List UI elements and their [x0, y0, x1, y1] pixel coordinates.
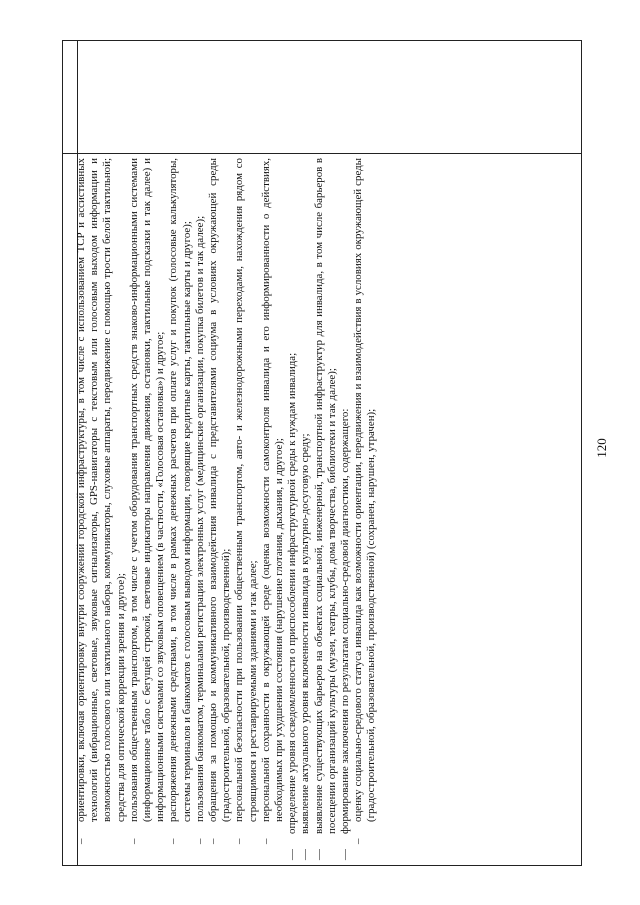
list-item-text: пользования банкоматом, терминалами регистрации электронных услуг (медицинские организации, покупка билетов и так далее); — [193, 215, 206, 822]
table-cell-content — [75, 158, 571, 860]
list-item-text: пользования общественным транспортом, в том числе с учетом оборудования транспортных средств знаково-информационными системами (информационное табло с бегущей строкой, световые индикаторы направления движения, остановки, тактильные подсказки и так далее) и информационными системами со звуковым оповещением (в частности, «Голосовая остановка») и другое; — [127, 158, 167, 822]
list-item-text: распоряжения денежными средствами, в том числе в рамках денежных расчетов при оплате услуг и покупок (голосовые калькуляторы, системы терминалов и банкоматов с голосовым выводом информации, говорящие кредитные карты, тактильные карты и другое); — [167, 158, 193, 822]
list-dash: – — [352, 838, 365, 844]
list-item — [286, 158, 299, 860]
list-dash: – — [207, 838, 220, 844]
list-item — [260, 158, 286, 860]
list-item-text: выявление актуального уровня включенности инвалида в культурно-досуговую среду; — [299, 433, 312, 834]
list-item — [207, 158, 233, 860]
list-dash: – — [233, 838, 246, 844]
list-item — [352, 158, 378, 860]
list-item-text: формирование заключения по результатам социально-средовой диагностики, содержащего: — [339, 408, 352, 834]
list-dash: — — [299, 849, 312, 860]
list-dash: – — [127, 838, 140, 844]
list-dash: — — [312, 849, 325, 860]
list-item — [128, 158, 168, 860]
list-item — [313, 158, 339, 860]
list-item — [233, 158, 259, 860]
row-divider — [63, 153, 581, 154]
list-item-text: определение уровня осведомленности о приспособлении инфраструктурной среды к нуждам инвалида; — [286, 352, 299, 834]
list-item-text: выявление существующих барьеров на объектах социальной, инженерной, транспортной инфраструктур для инвалида, в том числе барьеров в посещении организаций культуры (музеи, театры, клубы, дома творчества, библиотеки и так далее); — [312, 158, 338, 834]
list-dash: — — [286, 849, 299, 860]
list-item — [194, 158, 207, 860]
list-item — [299, 158, 312, 860]
list-dash: — — [339, 849, 352, 860]
list-item — [75, 158, 128, 860]
table-frame — [62, 40, 582, 866]
list-item — [339, 158, 352, 860]
list-item — [167, 158, 193, 860]
list-dash: – — [259, 838, 272, 844]
list-item-text: ориентировки, включая ориентировку внутри сооружений городской инфраструктуры, в том числе с использованием ТСР и ассистивных технологий (вибрационные, световые, звуковые сигнализаторы, GPS-навигаторы с текстовым или голосовым выходом информации и возможностью голосового или тактильного набора, коммуникаторы, слуховые аппараты, передвижение с помощью трости белой тактильной; средства для оптической коррекции зрения и другое); — [75, 158, 127, 822]
page-number: 120 — [593, 438, 609, 458]
list-item-text: оценку социально-средового статуса инвалида как возможности ориентации, передвижения и взаимодействия в условиях окружающей среды (градостроительной, образовательной, производственной) (сохранен, нарушен, утрачен); — [352, 158, 378, 822]
list-dash: – — [193, 838, 206, 844]
list-dash: – — [167, 838, 180, 844]
list-item-text: обращения за помощью и коммуникативного взаимодействия инвалида с представителями социума в условиях окружающей среды (градостроительной, образовательной, производственной); — [207, 158, 233, 822]
list-item-text: персональной сохранности в окружающей среде (оценка возможности самоконтроля инвалида и его информированности о действиях, необходимых при ухудшении состояния (нарушение глотания, дыхания, и другое); — [259, 158, 286, 822]
list-item-text: персональной безопасности при пользовании общественным транспортом, авто- и железнодорожными переходами, нахождения рядом со строящимися и реставрируемыми зданиями и так далее; — [233, 158, 259, 822]
list-dash: – — [75, 838, 87, 844]
